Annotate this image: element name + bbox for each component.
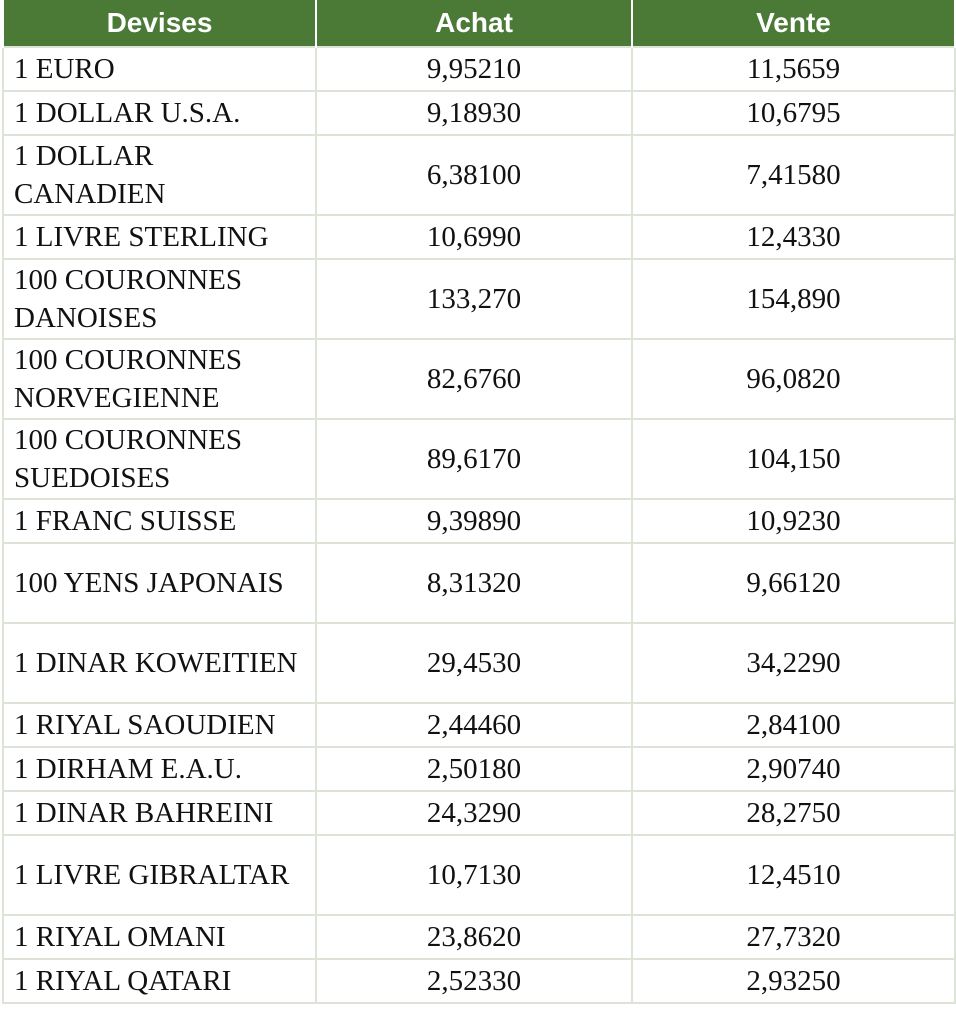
table-row (3, 419, 955, 499)
currency-name-cell: 1 FRANC SUISSE (3, 499, 316, 543)
buy-rate-cell: 133,270 (316, 259, 632, 339)
currency-name-cell: 1 EURO (3, 47, 316, 91)
buy-rate-cell: 23,8620 (316, 915, 632, 959)
sell-rate-cell: 104,150 (632, 419, 955, 499)
sell-rate-cell: 12,4330 (632, 215, 955, 259)
currency-name-cell: 1 DOLLAR CANADIEN (3, 135, 316, 215)
sell-rate-cell: 96,0820 (632, 339, 955, 419)
sell-rate-cell: 12,4510 (632, 835, 955, 915)
buy-rate-cell: 2,52330 (316, 959, 632, 1003)
sell-rate-cell: 2,84100 (632, 703, 955, 747)
table-row (3, 135, 955, 215)
buy-rate-cell: 2,44460 (316, 703, 632, 747)
buy-rate-cell: 9,18930 (316, 91, 632, 135)
currency-name-cell: 100 YENS JAPONAIS (3, 543, 316, 623)
buy-rate-cell: 10,7130 (316, 835, 632, 915)
buy-rate-cell: 24,3290 (316, 791, 632, 835)
sell-rate-cell: 154,890 (632, 259, 955, 339)
sell-rate-cell: 28,2750 (632, 791, 955, 835)
header-achat: Achat (316, 0, 632, 47)
buy-rate-cell: 10,6990 (316, 215, 632, 259)
table-row (3, 959, 955, 1003)
sell-rate-cell: 2,90740 (632, 747, 955, 791)
sell-rate-cell: 11,5659 (632, 47, 955, 91)
buy-rate-cell: 8,31320 (316, 543, 632, 623)
buy-rate-cell: 82,6760 (316, 339, 632, 419)
table-row (3, 747, 955, 791)
sell-rate-cell: 10,6795 (632, 91, 955, 135)
sell-rate-cell: 2,93250 (632, 959, 955, 1003)
table-body (3, 47, 955, 1003)
table-row (3, 215, 955, 259)
header-devises: Devises (3, 0, 316, 47)
table-row (3, 339, 955, 419)
buy-rate-cell: 6,38100 (316, 135, 632, 215)
sell-rate-cell: 9,66120 (632, 543, 955, 623)
currency-name-cell: 100 COURONNES DANOISES (3, 259, 316, 339)
table-row (3, 791, 955, 835)
currency-name-cell: 1 DINAR BAHREINI (3, 791, 316, 835)
sell-rate-cell: 7,41580 (632, 135, 955, 215)
table-row (3, 835, 955, 915)
header-row (3, 0, 955, 47)
sell-rate-cell: 34,2290 (632, 623, 955, 703)
buy-rate-cell: 9,39890 (316, 499, 632, 543)
currency-name-cell: 1 RIYAL SAOUDIEN (3, 703, 316, 747)
table-header (3, 0, 955, 47)
currency-name-cell: 1 DINAR KOWEITIEN (3, 623, 316, 703)
sell-rate-cell: 27,7320 (632, 915, 955, 959)
table-row (3, 915, 955, 959)
table-row (3, 623, 955, 703)
buy-rate-cell: 9,95210 (316, 47, 632, 91)
header-vente: Vente (632, 0, 955, 47)
currency-name-cell: 100 COURONNES NORVEGIENNE (3, 339, 316, 419)
currency-name-cell: 1 DOLLAR U.S.A. (3, 91, 316, 135)
table-row (3, 499, 955, 543)
buy-rate-cell: 29,4530 (316, 623, 632, 703)
currency-name-cell: 1 LIVRE STERLING (3, 215, 316, 259)
table-row (3, 703, 955, 747)
table-row (3, 47, 955, 91)
buy-rate-cell: 2,50180 (316, 747, 632, 791)
table-row (3, 91, 955, 135)
table-row (3, 259, 955, 339)
exchange-rates-table (2, 0, 956, 1004)
currency-name-cell: 1 DIRHAM E.A.U. (3, 747, 316, 791)
currency-name-cell: 1 LIVRE GIBRALTAR (3, 835, 316, 915)
currency-name-cell: 1 RIYAL QATARI (3, 959, 316, 1003)
sell-rate-cell: 10,9230 (632, 499, 955, 543)
table-row (3, 543, 955, 623)
buy-rate-cell: 89,6170 (316, 419, 632, 499)
currency-name-cell: 1 RIYAL OMANI (3, 915, 316, 959)
currency-name-cell: 100 COURONNES SUEDOISES (3, 419, 316, 499)
